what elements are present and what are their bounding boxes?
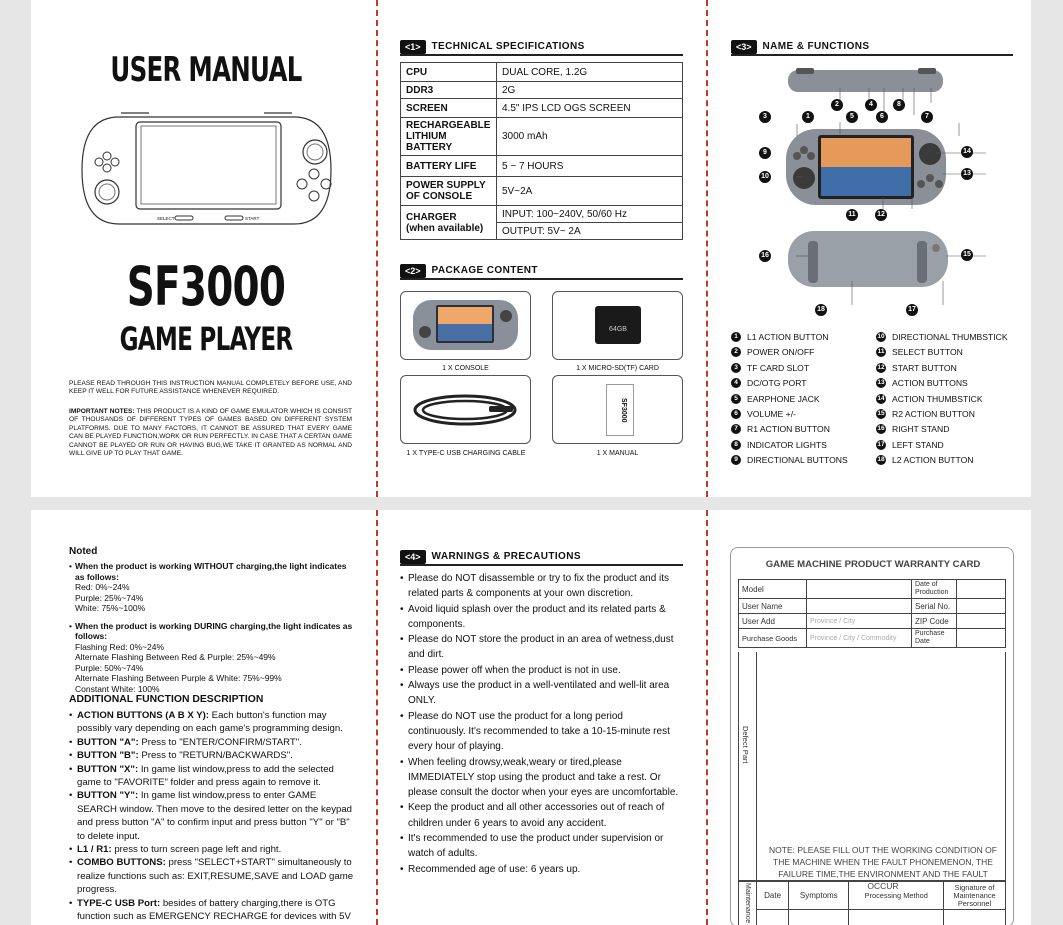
callout-7: 7 — [921, 111, 933, 123]
legend-number: 5 — [731, 394, 741, 404]
package-caption: 1 X TYPE-C USB CHARGING CABLE — [406, 450, 526, 457]
list-item: • BUTTON "Y": In game list window,press to enter GAME SEARCH window. Then move to the desired letter on the keypad and press button "A" to confirm input and press button "Y" or "B" to delete input. — [69, 789, 354, 843]
legend-number: 17 — [877, 440, 885, 448]
manual-icon: SF3000 — [606, 384, 634, 436]
legend-label: INDICATOR LIGHTS — [747, 439, 827, 450]
list-item: • Keep the product and all other accessories out of reach of children under 6 years to avoid any accident. — [400, 800, 683, 831]
legend-number: 9 — [731, 455, 741, 465]
console-line-drawing — [79, 112, 334, 230]
legend-label: LEFT STAND — [892, 439, 944, 450]
legend-label: ACTION BUTTONS — [892, 378, 968, 389]
defect-part-box — [738, 652, 1006, 891]
fold-line — [706, 510, 708, 925]
bottom-sheet — [31, 510, 1031, 925]
legend-label: POWER ON/OFF — [747, 347, 815, 358]
legend-item — [731, 424, 830, 434]
callout-17: 17 — [906, 304, 918, 316]
list-item: • ACTION BUTTONS (A B X Y): Each button's function may possibly vary depending on each game's programming design. — [69, 709, 354, 736]
package-caption: 1 X CONSOLE — [442, 365, 489, 372]
callout-3: 3 — [759, 111, 771, 123]
top-sheet — [31, 0, 1031, 497]
cable-icon — [401, 376, 530, 443]
package-manual — [552, 375, 683, 444]
legend-label: R1 ACTION BUTTON — [747, 424, 830, 435]
legend-item — [876, 332, 1008, 342]
during-charging-list: Flashing Red: 0%~24% Alternate Flashing Between Red & Purple: 25%~49% Purple: 50%~74% Alternate Flashing Between Purple & White: 75%~99% Constant White: 100% — [75, 641, 282, 694]
legend-label: ACTION THUMBSTICK — [892, 393, 983, 404]
defect-part-label: Defect Part — [741, 726, 750, 764]
cover-subtitle: GAME PLAYER — [119, 320, 293, 358]
callout-14: 14 — [961, 146, 973, 158]
manual-title: USER MANUAL — [110, 50, 302, 90]
select-label: SELECT — [157, 216, 175, 221]
list-item: • Please do NOT use the product for a long period continuously. It's recommended to take a 10-15-minute rest every hour of playing. — [400, 709, 683, 755]
callout-2: 2 — [831, 99, 843, 111]
list-item: • L1 / R1: press to turn screen page left and right. — [69, 843, 354, 856]
legend-number: 1 — [731, 332, 741, 342]
additional-list — [69, 709, 354, 924]
functions-header: <3> NAME & FUNCTIONS — [731, 40, 1013, 56]
callout-16: 16 — [759, 250, 771, 262]
legend-number: 16 — [877, 425, 885, 433]
callout-15: 15 — [961, 249, 973, 261]
callout-11: 11 — [846, 209, 858, 221]
callout-9: 9 — [759, 147, 771, 159]
legend-number: 12 — [877, 363, 885, 371]
package-caption: 1 X MICRO-SD(TF) CARD — [576, 365, 659, 372]
legend-number: 11 — [877, 348, 885, 356]
legend-number: 3 — [731, 363, 741, 373]
legend-number: 2 — [731, 347, 741, 357]
list-item: • Please power off when the product is not in use. — [400, 663, 683, 678]
legend-label: START BUTTON — [892, 362, 957, 373]
legend-item — [731, 347, 814, 357]
list-item: • BUTTON "A": Press to "ENTER/CONFIRM/START". — [69, 736, 354, 749]
fold-line — [376, 0, 378, 497]
sd-card-icon: 64GB — [595, 306, 641, 344]
legend-number: 15 — [877, 410, 885, 417]
maintenance-table: Maintenance Date Symptoms Processing Method Signature of Maintenance Personnel — [738, 881, 1006, 925]
warranty-title: GAME MACHINE PRODUCT WARRANTY CARD — [765, 559, 981, 570]
additional-heading: ADDITIONAL FUNCTION DESCRIPTION — [69, 694, 264, 705]
intro-text: PLEASE READ THROUGH THIS INSTRUCTION MANUAL COMPLETELY BEFORE USE, AND KEEP IT WELL FOR FUTURE ASSISTANCE WHENEVER REQUIRED. — [69, 380, 352, 396]
warnings-header: <4> WARNINGS & PRECAUTIONS — [400, 550, 683, 566]
legend-item — [731, 409, 796, 419]
model-name: SF3000 — [126, 255, 286, 318]
legend-item — [731, 455, 848, 465]
package-caption: 1 X MANUAL — [596, 450, 639, 457]
package-header: <2> PACKAGE CONTENT — [400, 264, 683, 280]
callout-4: 4 — [865, 99, 877, 111]
legend-number: 7 — [731, 424, 741, 434]
list-item: • It's recommended to use the product under supervision or watch of adults. — [400, 831, 683, 862]
legend-item — [876, 347, 963, 357]
warnings-list — [400, 571, 683, 877]
legend-label: L1 ACTION BUTTON — [747, 332, 829, 342]
callout-8: 8 — [893, 99, 905, 111]
legend-number: 4 — [731, 378, 741, 388]
legend-item — [876, 363, 957, 373]
package-sd-card — [552, 291, 683, 360]
fold-line — [706, 0, 708, 497]
legend-number: 10 — [877, 333, 885, 340]
legend-label: VOLUME +/- — [747, 409, 796, 419]
package-console — [400, 291, 531, 360]
warranty-card — [730, 547, 1014, 925]
list-item: • BUTTON "X": In game list window,press to add the selected game to "FAVORITE" folder and press again to remove it. — [69, 763, 354, 790]
legend-item — [876, 440, 944, 450]
legend-item — [876, 394, 983, 404]
legend-item — [731, 332, 829, 342]
legend-label: R2 ACTION BUTTON — [892, 409, 975, 419]
notes-heading: Noted — [69, 546, 98, 557]
legend-label: RIGHT STAND — [892, 424, 950, 435]
notes-block: • When the product is working WITHOUT charging,the light indicates as follows: Red: 0%~24% Purple: 25%~74% White: 75%~100% • When the product is working DURING charging,the light indicates as follows: Flashing Red: 0%~24% Alternate Flashing Between Red & Purple: 25%~49% Purple: 50%~74% Alternate Flashing Between Purple & White: 75%~99% Constant White: 100% — [69, 561, 353, 694]
without-charging-list: Red: 0%~24% Purple: 25%~74% White: 75%~100% — [75, 582, 146, 613]
spec-table: CPU DUAL CORE, 1.2G DDR3 2G SCREEN 4.5" IPS LCD OGS SCREEN RECHARGEABLE LITHIUM BATTERY 3000 mAh BATTERY LIFE 5 ~ 7 HOURS POWER SUPPLY OF CONSOLE 5V~2A CHARGER (when available) INPUT: 100~240V, 50/60 Hz OUTPUT: 5V~ 2A — [400, 62, 683, 240]
callout-10: 10 — [759, 171, 771, 183]
legend-number: 13 — [877, 379, 885, 387]
console-photo — [401, 292, 530, 359]
specs-header: <1> TECHNICAL SPECIFICATIONS — [400, 40, 683, 56]
list-item: • Always use the product in a well-ventilated and well-lit area ONLY. — [400, 678, 683, 709]
fold-line — [376, 510, 378, 925]
list-item: • When feeling drowsy,weak,weary or tired,please IMMEDIATELY stop using the product and take a rest. Or please consult the doctor when your eyes are uncomfortable. — [400, 755, 683, 801]
list-item: • COMBO BUTTONS: press "SELECT+START" simultaneously to realize functions such as: EXIT,RESUME,SAVE and LOAD game progress. — [69, 856, 354, 896]
legend-item — [731, 394, 820, 404]
legend-item — [876, 378, 968, 388]
list-item: • Recommended age of use: 6 years up. — [400, 862, 683, 877]
legend-label: SELECT BUTTON — [892, 347, 963, 358]
callout-6: 6 — [876, 111, 888, 123]
list-item: • TYPE-C USB Port: besides of battery charging,there is OTG function such as EMERGENCY RECHARGE for devices with 5V — [69, 897, 354, 924]
legend-item — [876, 455, 974, 465]
list-item: • Avoid liquid splash over the product and its related parts & components. — [400, 602, 683, 633]
legend-label: TF CARD SLOT — [747, 362, 810, 373]
package-cable — [400, 375, 531, 444]
start-label: START — [245, 216, 260, 221]
legend-item — [876, 424, 949, 434]
warranty-note: NOTE: PLEASE FILL OUT THE WORKING CONDITION OF THE MACHINE WHEN THE FAULT PHONEMENON, THE FAILURE TIME,THE ENVIRONMENT AND THE FAULT OCCUR — [769, 845, 997, 891]
callout-5: 5 — [846, 111, 858, 123]
callout-1: 1 — [802, 111, 814, 123]
legend-item — [731, 440, 827, 450]
legend-number: 14 — [877, 394, 885, 402]
callout-18: 18 — [815, 304, 827, 316]
callout-12: 12 — [875, 209, 887, 221]
legend-item — [731, 378, 807, 388]
legend-label: DIRECTIONAL BUTTONS — [747, 455, 848, 466]
legend-label: L2 ACTION BUTTON — [892, 455, 974, 466]
legend-number: 18 — [877, 456, 885, 464]
legend-label: DC/OTG PORT — [747, 378, 807, 389]
important-notes: IMPORTANT NOTES: THIS PRODUCT IS A KIND OF GAME EMULATOR WHICH IS CONSIST OF THOUSANDS OF DIFFERENT TYPES OF GAMES BASED ON DIFFERENT SYSTEM PLATFORMS. DUE TO MANY FACTORS, IT CANNOT BE ASSURED THAT EVERY GAME CAN BE PLAYED FUNCTION,WORK OR RUN PERFECTLY. IN CASE THAT A CERTAN GAME CANNOT BE PLAYED OR RUN OR HAVING BUG,WE TAKE IT GRANTED AS NORMAL AND WILL GIVE UP TO PLAY THAT GAME. — [69, 408, 352, 458]
legend-item — [876, 409, 975, 419]
list-item: • BUTTON "B": Press to "RETURN/BACKWARDS". — [69, 749, 354, 762]
list-item: • Please do NOT store the product in an area of wetness,dust and dirt. — [400, 632, 683, 663]
legend-label: DIRECTIONAL THUMBSTICK — [892, 332, 1008, 342]
legend-number: 8 — [731, 440, 741, 450]
legend-item — [731, 363, 809, 373]
callout-13: 13 — [961, 168, 973, 180]
warranty-info-table: Model Date of Production User Name Serial No. User Add Province / City ZIP Code Purchase Goods Province / City / Commodity Purchase Date — [738, 579, 1006, 648]
legend-number: 6 — [731, 409, 741, 419]
list-item: • Please do NOT disassemble or try to fix the product and its related parts & components at your own discretion. — [400, 571, 683, 602]
legend-label: EARPHONE JACK — [747, 393, 820, 404]
